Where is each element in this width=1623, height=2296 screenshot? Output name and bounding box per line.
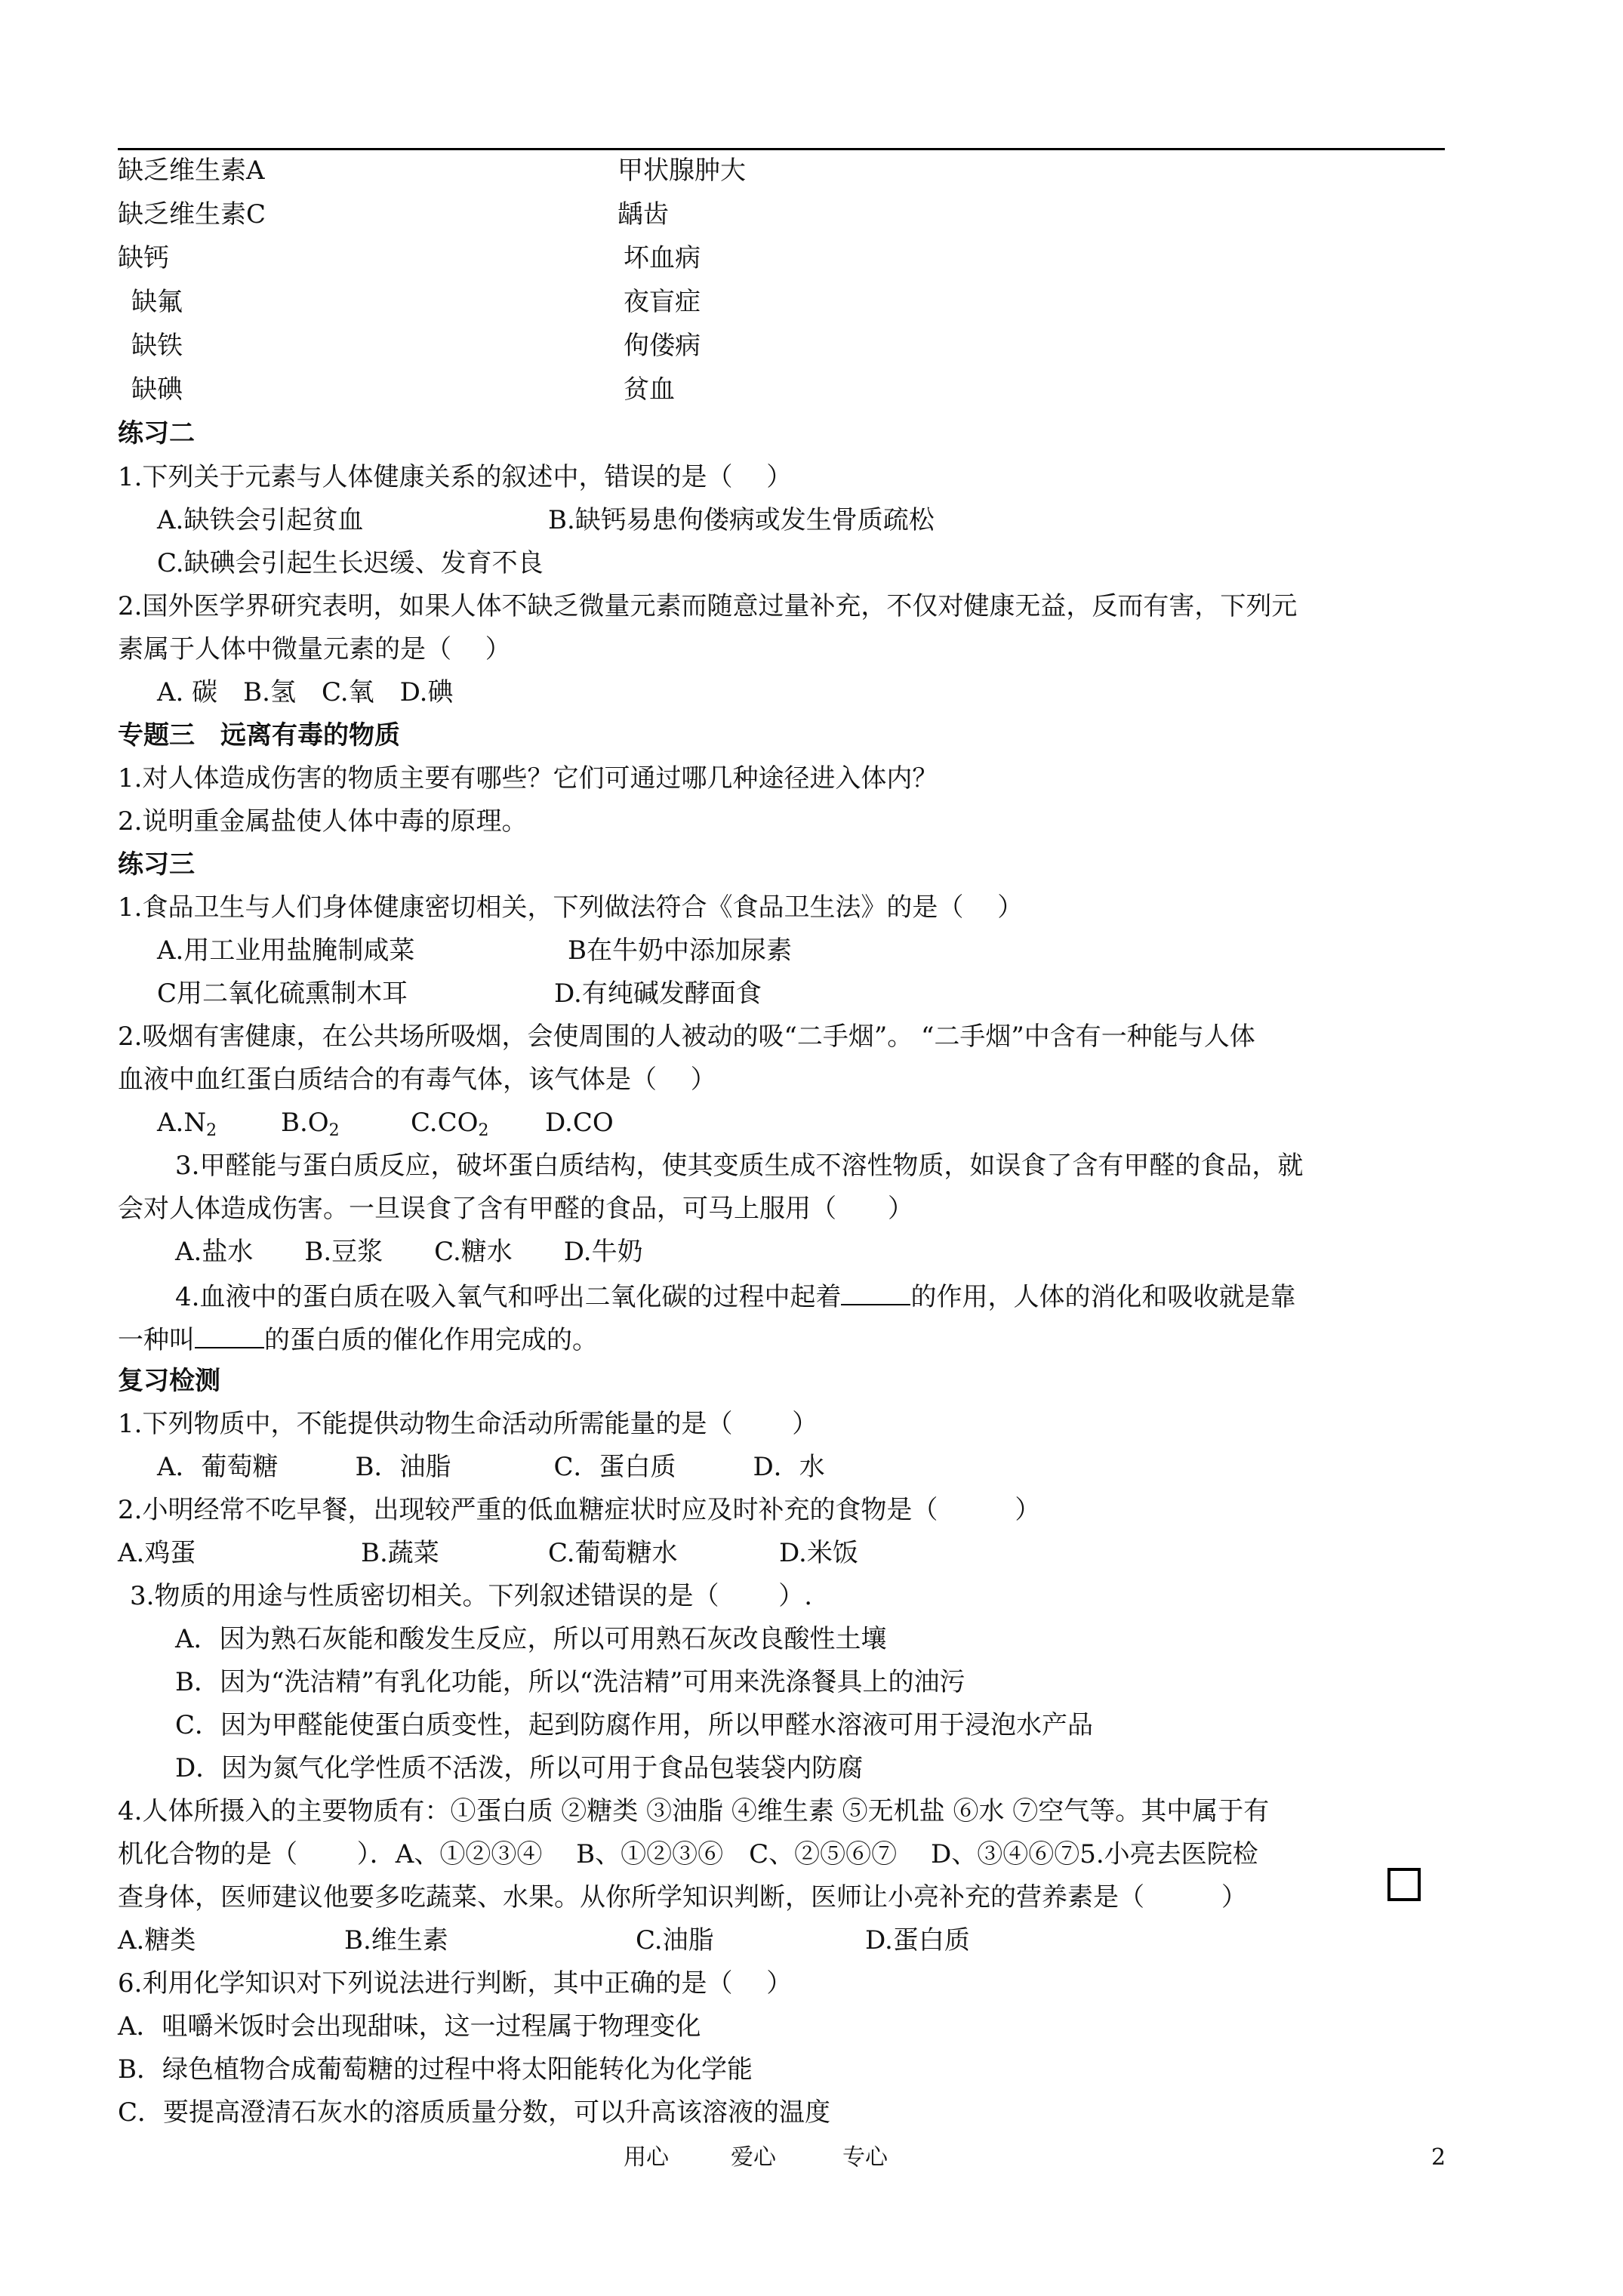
review-q3-option-a: A．因为熟石灰能和酸发生反应，所以可用熟石灰改良酸性土壤 bbox=[175, 1624, 887, 1654]
review-q3-option-b: B．因为“洗洁精”有乳化功能，所以“洗洁精”可用来洗涤餐具上的油污 bbox=[175, 1667, 965, 1697]
header-rule bbox=[118, 148, 1445, 150]
ex3-q3-options: A.盐水 B.豆浆 C.糖水 D.牛奶 bbox=[175, 1237, 643, 1267]
ex3-q2-option-a: $A.N_2$ bbox=[157, 1108, 217, 1140]
review-q2-option-a: A.鸡蛋 bbox=[118, 1538, 196, 1568]
page-number: 2 bbox=[1431, 2144, 1446, 2171]
ex3-q3-line1: 3.甲醛能与蛋白质反应，破坏蛋白质结构，使其变质生成不溶性物质，如误食了含有甲醛的食品，就 bbox=[175, 1151, 1304, 1181]
review-q5-option-d: D.蛋白质 bbox=[865, 1925, 970, 1955]
review-q4-line1: 4.人体所摄入的主要物质有：①蛋白质 ②糖类 ③油脂 ④维生素 ⑤无机盐 ⑥水 ⑦空气等。其中属于有 bbox=[118, 1796, 1270, 1826]
match-right-3: 坏血病 bbox=[624, 243, 701, 273]
review-q5-option-b: B.维生素 bbox=[344, 1925, 448, 1955]
review-q2-option-d: D.米饭 bbox=[779, 1538, 858, 1568]
ex2-q2-line1: 2.国外医学界研究表明，如果人体不缺乏微量元素而随意过量补充，不仅对健康无益，反而有害，下列元 bbox=[118, 591, 1298, 621]
match-left-3: 缺钙 bbox=[118, 243, 169, 273]
match-right-2: 龋齿 bbox=[617, 199, 669, 230]
answer-box[interactable] bbox=[1387, 1868, 1421, 1901]
ex3-q2-option-c: $C.CO_2$ bbox=[411, 1108, 489, 1140]
ex3-q3-line2: 会对人体造成伤害。一旦误食了含有甲醛的食品，可马上服用（ ） bbox=[118, 1194, 913, 1224]
footer-right: 专心 bbox=[842, 2144, 888, 2171]
match-left-5: 缺铁 bbox=[131, 331, 183, 361]
ex3-q2-option-d: D.CO bbox=[545, 1108, 614, 1138]
ex2-title: 练习二 bbox=[118, 418, 195, 448]
review-q2-option-c: C.葡萄糖水 bbox=[548, 1538, 678, 1568]
ex3-q4-line1: 4.血液中的蛋白质在吸入氧气和呼出二氧化碳的过程中起着 的作用，人体的消化和吸收就是靠 bbox=[175, 1278, 1295, 1314]
match-right-4: 夜盲症 bbox=[624, 287, 701, 317]
ex3-q1-option-b: B在牛奶中添加尿素 bbox=[568, 935, 792, 966]
match-right-1: 甲状腺肿大 bbox=[617, 156, 746, 186]
match-right-5: 佝偻病 bbox=[624, 331, 701, 361]
footer-middle: 爱心 bbox=[731, 2144, 776, 2171]
review-q4-line2: 机化合物的是（ ）．A、①②③④ B、①②③⑥ C、②⑤⑥⑦ D、③④⑥⑦5.小亮去医院检 bbox=[118, 1839, 1258, 1869]
review-q2: 2.小明经常不吃早餐，出现较严重的低血糖症状时应及时补充的食物是（ ） bbox=[118, 1495, 1041, 1525]
ex3-q1-option-d: D.有纯碱发酵面食 bbox=[554, 978, 762, 1009]
review-q6-option-b: B．绿色植物合成葡萄糖的过程中将太阳能转化为化学能 bbox=[118, 2054, 753, 2085]
topic3-q1: 1.对人体造成伤害的物质主要有哪些？它们可通过哪几种途径进入体内？ bbox=[118, 763, 938, 794]
match-left-6: 缺碘 bbox=[131, 374, 183, 405]
topic3-title: 专题三 远离有毒的物质 bbox=[118, 720, 400, 750]
answer-blank[interactable] bbox=[195, 1321, 264, 1348]
ex2-q1: 1.下列关于元素与人体健康关系的叙述中，错误的是（ ） bbox=[118, 462, 793, 492]
ex2-q2-options: A. 碳 B.氢 C.氧 D.碘 bbox=[157, 677, 454, 707]
ex3-q2-line2: 血液中血红蛋白质结合的有毒气体，该气体是（ ） bbox=[118, 1065, 716, 1095]
footer-left: 用心 bbox=[624, 2144, 669, 2171]
review-q3-option-c: C．因为甲醛能使蛋白质变性，起到防腐作用，所以甲醛水溶液可用于浸泡水产品 bbox=[175, 1710, 1094, 1740]
ex3-q4-line2: 一种叫 的蛋白质的催化作用完成的。 bbox=[118, 1321, 598, 1357]
review-q6-option-a: A．咀嚼米饭时会出现甜味，这一过程属于物理变化 bbox=[118, 2011, 701, 2042]
review-q6-option-c: C．要提高澄清石灰水的溶质质量分数，可以升高该溶液的温度 bbox=[118, 2097, 831, 2128]
ex2-q2-line2: 素属于人体中微量元素的是（ ） bbox=[118, 634, 511, 664]
ex3-q1-option-c: C用二氧化硫熏制木耳 bbox=[157, 978, 408, 1009]
review-q2-option-b: B.蔬菜 bbox=[361, 1538, 439, 1568]
match-left-1: 缺乏维生素A bbox=[118, 156, 265, 186]
answer-blank[interactable] bbox=[841, 1278, 910, 1305]
review-q5-option-c: C.油脂 bbox=[636, 1925, 714, 1955]
ex3-q1-option-a: A.用工业用盐腌制咸菜 bbox=[157, 935, 415, 966]
review-q1-options: A．葡萄糖 B．油脂 C．蛋白质 D．水 bbox=[157, 1452, 825, 1482]
review-q3: 3.物质的用途与性质密切相关。下列叙述错误的是（ ）. bbox=[130, 1581, 813, 1611]
review-q6: 6.利用化学知识对下列说法进行判断，其中正确的是（ ） bbox=[118, 1968, 793, 1999]
review-q3-option-d: D．因为氮气化学性质不活泼，所以可用于食品包装袋内防腐 bbox=[175, 1753, 864, 1783]
match-left-2: 缺乏维生素C bbox=[118, 199, 266, 230]
topic3-q2: 2.说明重金属盐使人体中毒的原理。 bbox=[118, 806, 528, 837]
ex3-q1: 1.食品卫生与人们身体健康密切相关，下列做法符合《食品卫生法》的是（ ） bbox=[118, 892, 1024, 923]
ex2-q1-option-c: C.缺碘会引起生长迟缓、发育不良 bbox=[157, 548, 544, 578]
match-right-6: 贫血 bbox=[624, 374, 675, 405]
review-title: 复习检测 bbox=[118, 1366, 220, 1396]
ex3-q2-option-b: $B.O_2$ bbox=[281, 1108, 340, 1140]
ex3-title: 练习三 bbox=[118, 849, 195, 880]
ex2-q1-option-a: A.缺铁会引起贫血 bbox=[157, 505, 364, 535]
review-q5-line2: 查身体，医师建议他要多吃蔬菜、水果。从你所学知识判断，医师让小亮补充的营养素是（ ） bbox=[118, 1882, 1247, 1912]
review-q5-option-a: A.糖类 bbox=[118, 1925, 196, 1955]
ex2-q1-option-b: B.缺钙易患佝偻病或发生骨质疏松 bbox=[548, 505, 935, 535]
review-q1: 1.下列物质中，不能提供动物生命活动所需能量的是（ ） bbox=[118, 1409, 818, 1439]
ex3-q2-line1: 2.吸烟有害健康，在公共场所吸烟，会使周围的人被动的吸“二手烟”。 “二手烟”中含有一种能与人体 bbox=[118, 1022, 1255, 1052]
match-left-4: 缺氟 bbox=[131, 287, 183, 317]
